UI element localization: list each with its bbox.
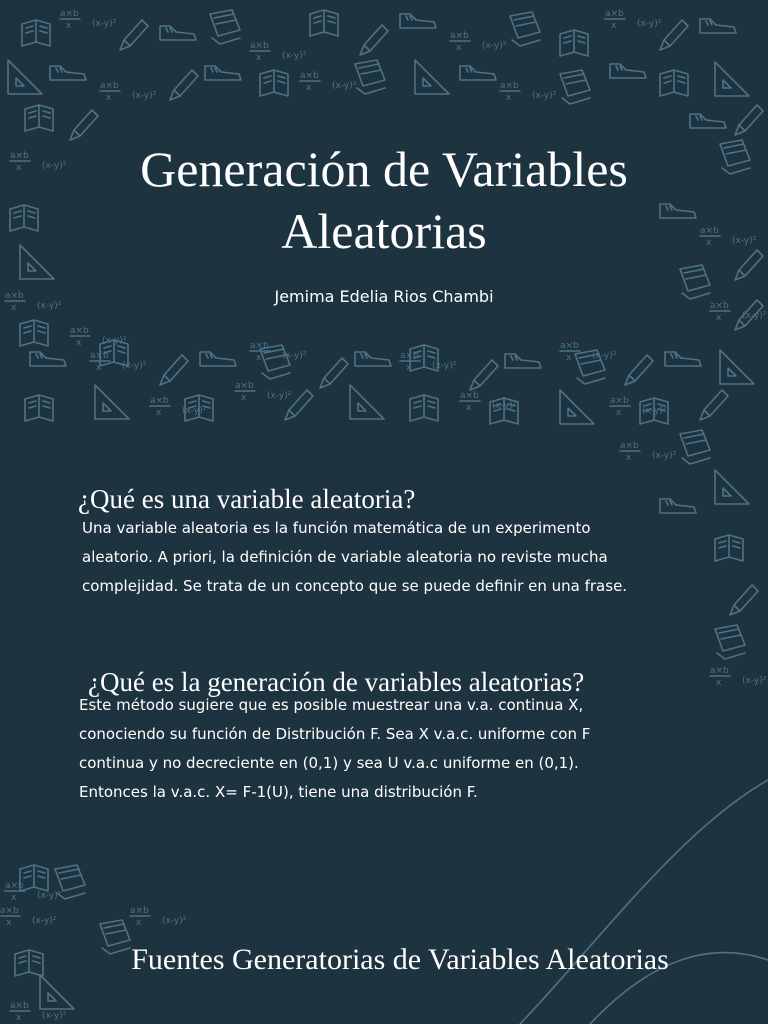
section-heading-generacion: ¿Qué es la generación de variables aleatorias? <box>88 667 585 697</box>
section-body-variable-aleatoria: Una variable aleatoria es la función matemática de un experimento aleatorio. A priori, la definición de variable aleatoria no reviste mucha complejidad. Se trata de un concepto que se puede definir en una frase. <box>82 519 628 595</box>
footer-title: Fuentes Generatorias de Variables Aleatorias <box>131 943 669 976</box>
author-name: Jemima Edelia Rios Chambi <box>274 287 494 306</box>
section-body-generacion: Este método sugiere que es posible muestrear una v.a. continua X, conociendo su función de Distribución F. Sea X v.a.c. uniforme con F continua y no decreciente en (0,1) y sea U v.a.c uniforme en (0,1). Entonces la v.a.c. X= F-1(U), tiene una distribución F. <box>79 696 591 801</box>
math-doodle-background: a×b x (x-y)² <box>0 0 768 1024</box>
section-heading-variable-aleatoria: ¿Qué es una variable aleatoria? <box>78 484 416 514</box>
page-title: Generación de Variables Aleatorias <box>140 141 628 259</box>
